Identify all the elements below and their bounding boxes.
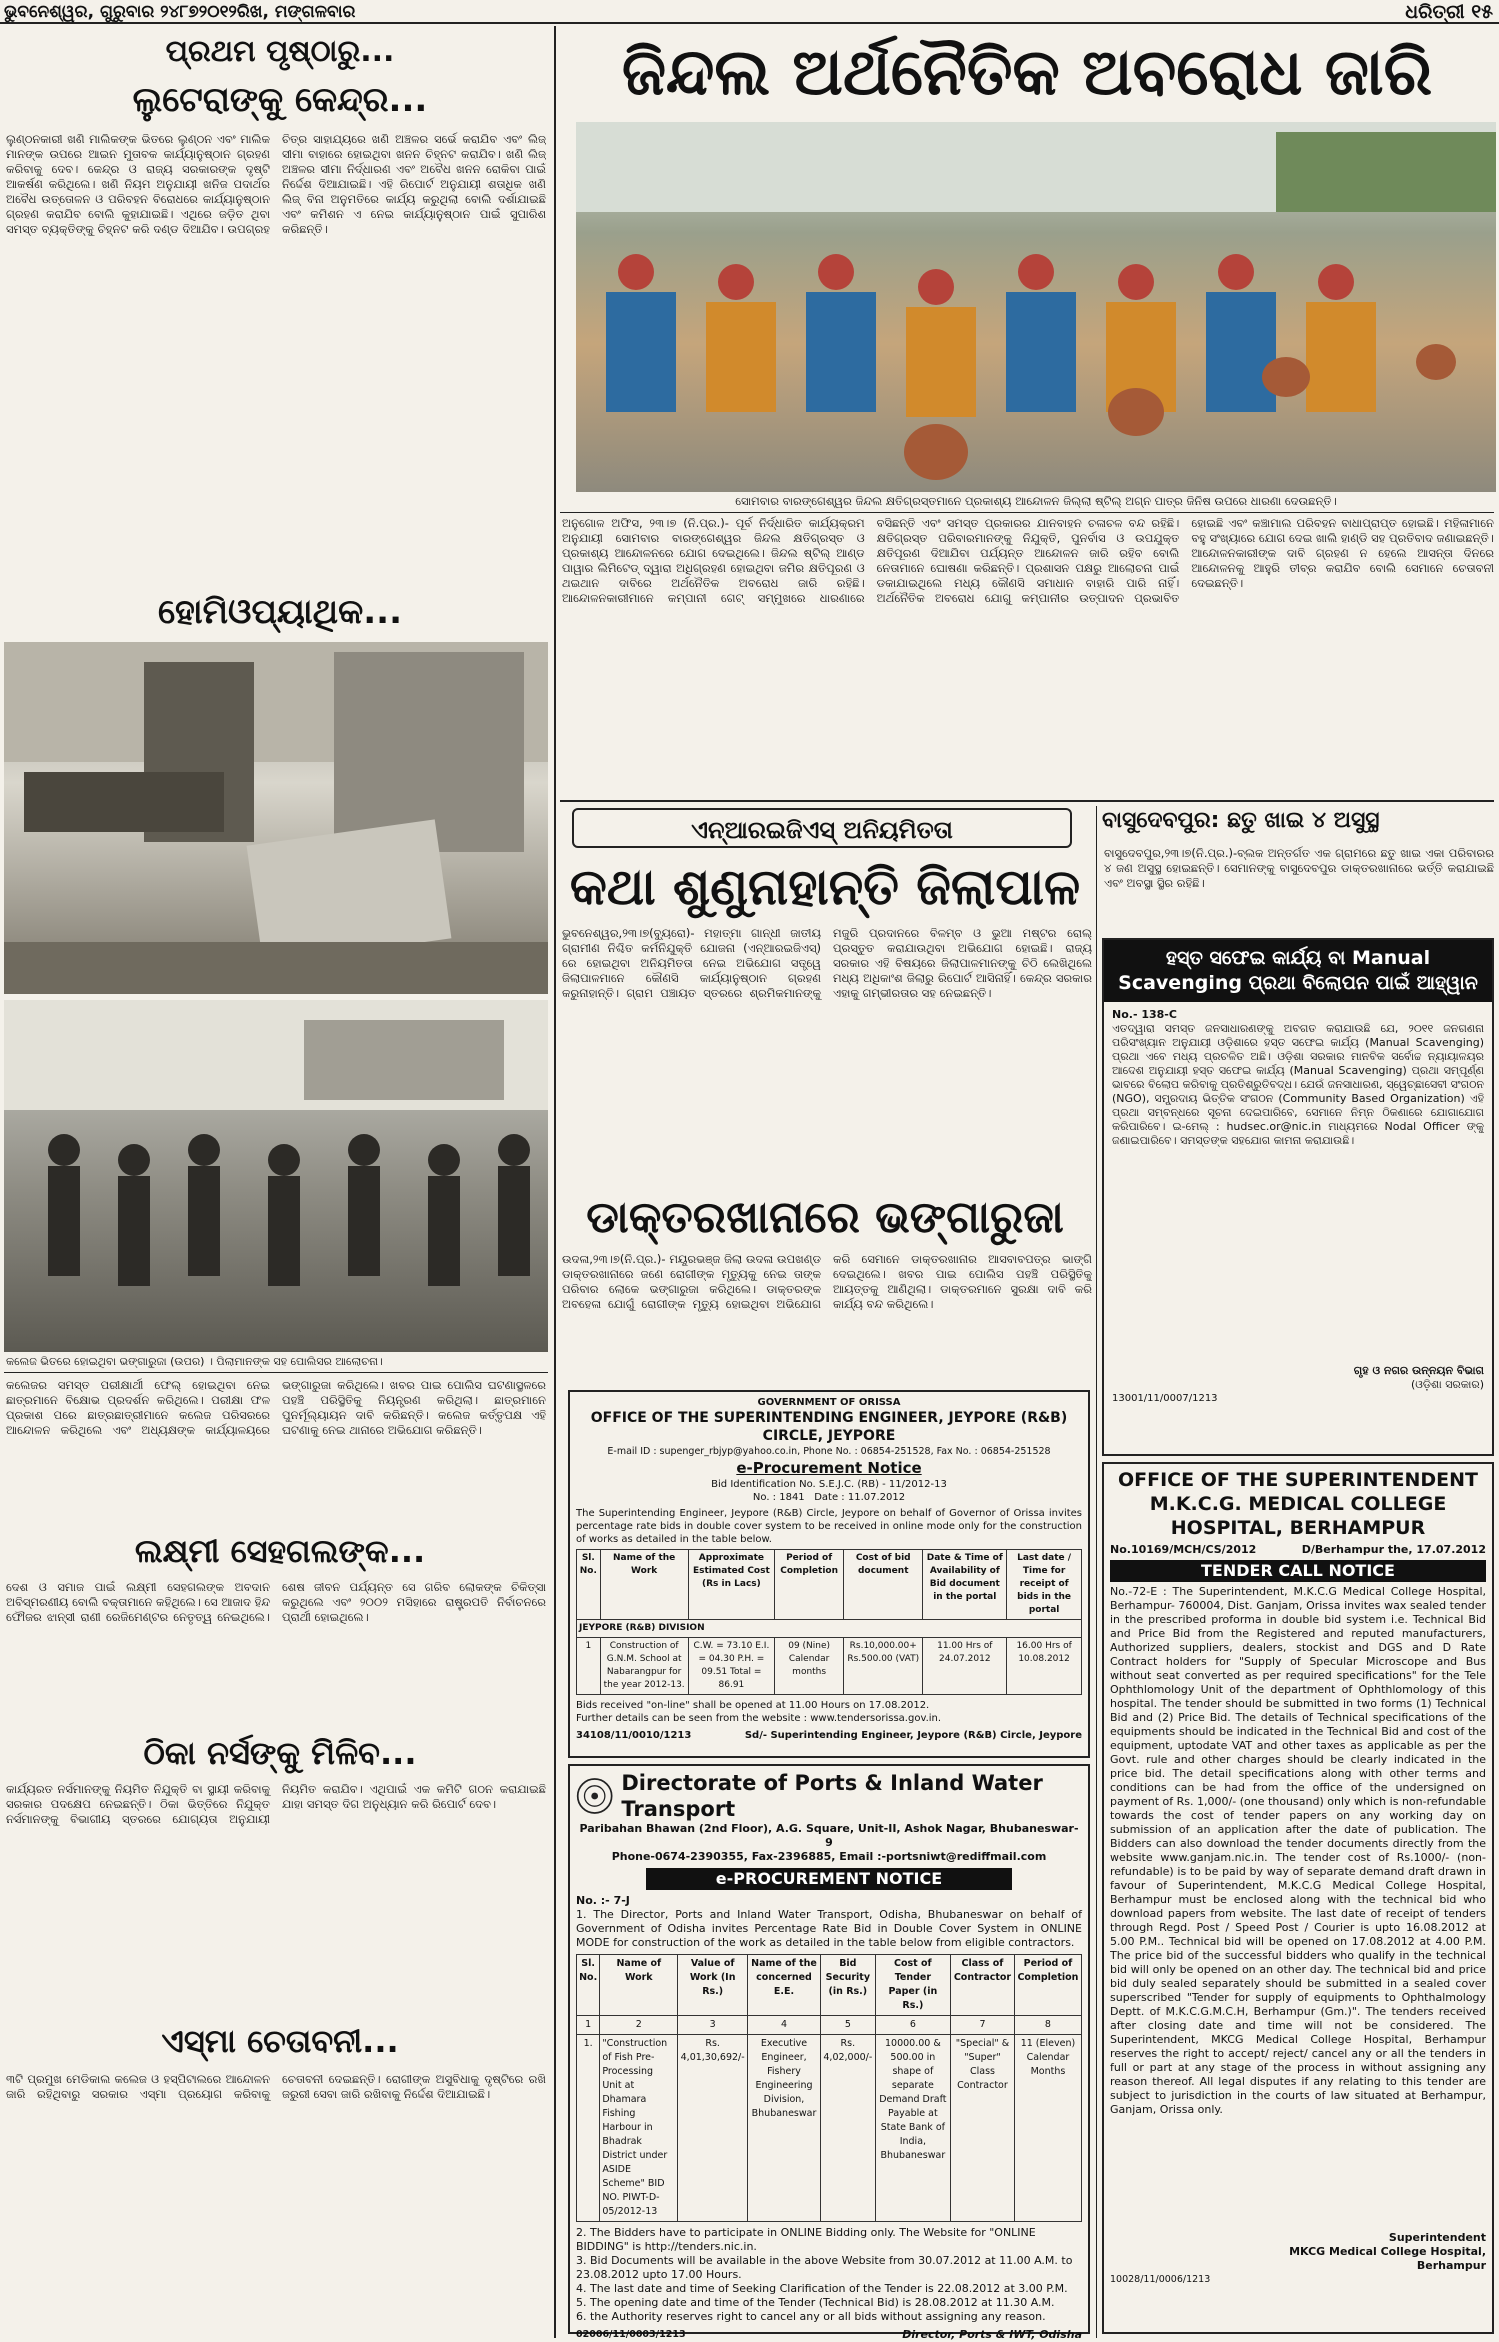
vasudevpur-body: ବାସୁଦେବପୁର,୨୩।୭(ନି.ପ୍ର.)-ବ୍ଲକ ଅନ୍ତର୍ଗତ ଏକ ଗ୍ରାମରେ ଛତୁ ଖାଇ ଏକା ପରିବାରର ୪ ଜଣ ଅସୁସ୍ଥ ହୋଇଛନ୍ତି। ସେମାନଙ୍କୁ ବାସୁଦେବପୁର ଡାକ୍ତରଖାନାରେ ଭର୍ତ୍ତି କରାଯାଇଛି ଏବଂ ଅବସ୍ଥା ସ୍ଥିର ରହିଛି। — [1104, 846, 1494, 890]
nrega-body: ଭୁବନେଶ୍ୱର,୨୩।୭(ବ୍ୟୁରୋ)- ମହାତ୍ମା ଗାନ୍ଧୀ ଜାତୀୟ ଗ୍ରାମୀଣ ନିଶ୍ଚିତ କର୍ମନିଯୁକ୍ତି ଯୋଜନା (ଏନ୍ଆରଇଜିଏସ୍) ରେ ହୋଇଥିବା ଅନିୟମିତତା ନେଇ ଅଭିଯୋଗ ସତ୍ତ୍ୱେ ଜିଲାପାଳମାନେ କୌଣସି କାର୍ଯ୍ୟାନୁଷ୍ଠାନ ଗ୍ରହଣ କରୁନାହାନ୍ତି। ଗ୍ରାମ ପଞ୍ଚାୟତ ସ୍ତରରେ ଶ୍ରମିକମାନଙ୍କୁ ମଜୁରି ପ୍ରଦାନରେ ବିଳମ୍ବ ଓ ଭୁଆ ମଷ୍ଟର ରୋଲ୍ ପ୍ରସ୍ତୁତ କରାଯାଉଥିବା ଅଭିଯୋଗ ହୋଇଛି। ରାଜ୍ୟ ସରକାର ଏହି ବିଷୟରେ ଜିଲାପାଳମାନଙ୍କୁ ଚିଠି ଲେଖିଥିଲେ ମଧ୍ୟ ଅଧିକାଂଶ ଜିଲାରୁ ରିପୋର୍ଟ ଆସିନାହିଁ। କେନ୍ଦ୍ର ସରକାର ଏହାକୁ ଗମ୍ଭୀରତାର ସହ ନେଇଛନ୍ତି। — [562, 926, 1092, 1000]
mkcg-number: No.10169/MCH/CS/2012 — [1110, 1543, 1257, 1556]
office-illustration — [4, 642, 548, 994]
lead-body: ଅନୁଗୋଳ ଅଫିସ, ୨୩।୭ (ନି.ପ୍ର.)- ପୂର୍ବ ନିର୍ଦ୍ଧାରିତ କାର୍ଯ୍ୟକ୍ରମ ଅନୁଯାୟୀ ସୋମବାର ବାରଙ୍ଗେଶ୍ୱର ଜିନ୍ଦଲ କ୍ଷତିଗ୍ରସ୍ତ ଓ ପ୍ରକାଶ୍ୟ ଆନ୍ଦୋଳନରେ ଯୋଗ ଦେଇଥିଲେ। ଜିନ୍ଦଲ ଷ୍ଟିଲ୍ ଆଣ୍ଡ ପାୱାର ଲିମିଟେଡ୍ ଦ୍ୱାରା ଅଧିଗ୍ରହଣ ହୋଇଥିବା ଜମିର କ୍ଷତିପୂରଣ ଓ ଥଇଥାନ ଦାବିରେ ଅର୍ଥନୈତିକ ଅବରୋଧ ଜାରି ରହିଛି। ଆନ୍ଦୋଳନକାରୀମାନେ କମ୍ପାନୀ ଗେଟ୍ ସମ୍ମୁଖରେ ଧାରଣାରେ ବସିଛନ୍ତି ଏବଂ ସମସ୍ତ ପ୍ରକାରର ଯାନବାହନ ଚଳାଚଳ ବନ୍ଦ ରହିଛି। କ୍ଷତିଗ୍ରସ୍ତ ପରିବାରମାନଙ୍କୁ ନିଯୁକ୍ତି, ପୁନର୍ବାସ ଓ ଉପଯୁକ୍ତ କ୍ଷତିପୂରଣ ଦିଆଯିବା ପର୍ଯ୍ୟନ୍ତ ଆନ୍ଦୋଳନ ଜାରି ରହିବ ବୋଲି ନେତାମାନେ ଘୋଷଣା କରିଛନ୍ତି। ପ୍ରଶାସନ ପକ୍ଷରୁ ଆଲୋଚନା ପାଇଁ ଡକାଯାଇଥିଲେ ମଧ୍ୟ କୌଣସି ସମାଧାନ ବାହାରି ପାରି ନାହିଁ। ଅର୍ଥନୈତିକ ଅବରୋଧ ଯୋଗୁ କମ୍ପାନୀର ଉତ୍ପାଦନ ପ୍ରଭାବିତ ହୋଇଛି ଏବଂ କଞ୍ଚାମାଲ ପରିବହନ ବାଧାପ୍ରାପ୍ତ ହୋଇଛି। ମହିଳାମାନେ ବହୁ ସଂଖ୍ୟାରେ ଯୋଗ ଦେଇ ଖାଲି ହାଣ୍ଡି ସହ ପ୍ରତିବାଦ ଜଣାଇଛନ୍ତି। ଆନ୍ଦୋଳନକାରୀଙ୍କ ଦାବି ଗ୍ରହଣ ନ ହେଲେ ଆସନ୍ତା ଦିନରେ ଆନ୍ଦୋଳନକୁ ଆହୁରି ତୀବ୍ର କରାଯିବ ବୋଲି ସେମାନେ ଚେତାବନୀ ଦେଇଛନ୍ତି। — [562, 516, 1494, 605]
divider — [560, 512, 1494, 513]
ports-tender-table — [576, 1954, 1082, 2222]
col-header: Date & Time of Availability of Bid document in the portal — [923, 1550, 1007, 1620]
table-cell: Executive Engineer, Fishery Engineering Division, Bhubaneswar — [748, 2035, 821, 2222]
story-title-looters: ଲୁଟେରାଙ୍କୁ କେନ୍ଦ୍ର... — [132, 80, 428, 120]
ports-number: No. :- 7-J — [576, 1894, 630, 1907]
dateline: ଭୁବନେଶ୍ୱର, ଗୁରୁବାର ୨୪୮୭୨୦୧୨ରିଖ, ମଙ୍ଗଳବାର — [4, 2, 356, 22]
col-number: 6 — [875, 2016, 950, 2035]
odisha-emblem-icon — [576, 1774, 613, 1818]
scavenging-ad-number: No.- 138-C — [1112, 1008, 1177, 1021]
se-code: 34108/11/0010/1213 — [576, 1730, 692, 1741]
table-cell: 11 (Eleven) Calendar Months — [1014, 2035, 1081, 2222]
hospital-headline: ଡାକ୍ତରଖାନାରେ ଭଙ୍ଗାରୁଜା — [586, 1192, 1064, 1243]
col-number: 4 — [748, 2016, 821, 2035]
col-header: Cost of Tender Paper (in Rs.) — [875, 1955, 950, 2016]
table-cell: "Construction of Fish Pre-Processing Unit at Dhamara Fishing Harbour in Bhadrak District under ASIDE Scheme" BID NO. PIWT-D-05/2012-13 — [600, 2035, 678, 2222]
table-cell: 16.00 Hrs of 10.08.2012 — [1007, 1638, 1082, 1695]
scavenging-ad-title: ହସ୍ତ ସଫେଇ କାର୍ଯ୍ୟ ବା Manual Scavenging ପ୍ରଥା ବିଲୋପନ ପାଇଁ ଆହ୍ୱାନ — [1104, 940, 1492, 1002]
column-divider — [554, 26, 556, 2338]
col-header: Cost of bid document — [844, 1550, 923, 1620]
se-jeypore-ad — [568, 1390, 1090, 1758]
scavenging-ad — [1102, 938, 1494, 1456]
col-number: 5 — [820, 2016, 875, 2035]
story-body-lakshmi: ଦେଶ ଓ ସମାଜ ପାଇଁ ଲକ୍ଷ୍ମୀ ସେହଗଲଙ୍କ ଅବଦାନ ଅବିସ୍ମରଣୀୟ ବୋଲି ବକ୍ତାମାନେ କହିଥିଲେ। ସେ ଆଜାଦ ହିନ୍ଦ ଫୌଜର ଝାନ୍ସୀ ରାଣୀ ରେଜିମେଣ୍ଟର ନେତୃତ୍ୱ ନେଇଥିଲେ। ଶେଷ ଜୀବନ ପର୍ଯ୍ୟନ୍ତ ସେ ଗରିବ ଲୋକଙ୍କ ଚିକିତ୍ସା କରୁଥିଲେ ଏବଂ ୨୦୦୨ ମସିହାରେ ରାଷ୍ଟ୍ରପତି ନିର୍ବାଚନରେ ପ୍ରାର୍ଥୀ ହୋଇଥିଲେ। — [6, 1580, 546, 1624]
ports-para-6: 6. the Authority reserves right to cancel any or all bids without assigning any reason. — [576, 2310, 1046, 2323]
col-header: Name of Work — [600, 1955, 678, 2016]
col-header: Name of the concerned E.E. — [748, 1955, 821, 2016]
se-note-1: Bids received "on-line" shall be opened at 11.00 Hours on 17.08.2012. — [576, 1700, 930, 1711]
col-header: Class of Contractor — [951, 1955, 1015, 2016]
col-number: 1 — [577, 2016, 600, 2035]
page-brand: ଧରିତ୍ରୀ ୧୫ — [1405, 1, 1493, 23]
col-number: 8 — [1014, 2016, 1081, 2035]
col-header: Period of Completion — [775, 1550, 844, 1620]
hospital-body: ଉଦଳା,୨୩।୭(ନି.ପ୍ର.)- ମୟୂରଭଞ୍ଜ ଜିଲା ଉଦଳା ଉପଖଣ୍ଡ ଡାକ୍ତରଖାନାରେ ଜଣେ ରୋଗୀଙ୍କ ମୃତ୍ୟୁକୁ ନେଇ ତାଙ୍କ ପରିବାର ଲୋକେ ଭଙ୍ଗାରୁଜା କରିଥିଲେ। ଡାକ୍ତରଙ୍କ ଅବହେଳା ଯୋଗୁଁ ରୋଗୀଙ୍କ ମୃତ୍ୟୁ ହୋଇଥିବା ଅଭିଯୋଗ କରି ସେମାନେ ଡାକ୍ତରଖାନାର ଆସବାବପତ୍ର ଭାଙ୍ଗି ଦେଇଥିଲେ। ଖବର ପାଇ ପୋଲିସ ପହଞ୍ଚି ପରିସ୍ଥିତିକୁ ଆୟତ୍ତକୁ ଆଣିଥିଲା। ଡାକ୍ତରମାନେ ସୁରକ୍ଷା ଦାବି କରି କାର୍ଯ୍ୟ ବନ୍ଦ କରିଥିଲେ। — [562, 1252, 1092, 1311]
scavenging-ad-code: 13001/11/0007/1213 — [1112, 1393, 1218, 1404]
vasudevpur-headline: ବାସୁଦେବପୁର: ଛତୁ ଖାଇ ୪ ଅସୁସ୍ଥ — [1102, 808, 1380, 833]
nrega-headline: କଥା ଶୁଣୁନାହାନ୍ତି ଜିଲାପାଳ — [569, 858, 1081, 916]
se-contact: E-mail ID : supenger_rbjyp@yahoo.co.in, Phone No. : 06854-251528, Fax No. : 06854-251528 — [607, 1446, 1051, 1457]
table-cell: 09 (Nine) Calendar months — [775, 1638, 844, 1695]
story-body-homeopathic: କଲେଜର ସମସ୍ତ ପରୀକ୍ଷାର୍ଥୀ ଫେଲ୍ ହୋଇଥିବା ନେଇ ଛାତ୍ରମାନେ ବିକ୍ଷୋଭ ପ୍ରଦର୍ଶନ କରିଥିଲେ। ପରୀକ୍ଷା ଫଳ ପ୍ରକାଶ ପରେ ଛାତ୍ରଛାତ୍ରୀମାନେ କଲେଜ ପରିସରରେ ଆନ୍ଦୋଳନ କରିଥିଲେ ଏବଂ ଅଧ୍ୟକ୍ଷଙ୍କ କାର୍ଯ୍ୟାଳୟରେ ଭଙ୍ଗାରୁଜା କରିଥିଲେ। ଖବର ପାଇ ପୋଲିସ ଘଟଣାସ୍ଥଳରେ ପହଞ୍ଚି ପରିସ୍ଥିତିକୁ ନିୟନ୍ତ୍ରଣ କରିଥିଲା। ଛାତ୍ରମାନେ ପୁନର୍ମୂଲ୍ୟାୟନ ଦାବି କରିଛନ୍ତି। କଲେଜ କର୍ତ୍ତୃପକ୍ଷ ଏହି ଘଟଣାକୁ ନେଇ ଥାନାରେ ଅଭିଯୋଗ କରିଛନ୍ତି। — [6, 1378, 546, 1437]
col-header: Sl. No. — [577, 1955, 600, 2016]
col-header: Approximate Estimated Cost (Rs in Lacs) — [688, 1550, 775, 1620]
table-cell: C.W. = 73.10 E.I. = 04.30 P.H. = 09.51 Total = 86.91 — [688, 1638, 775, 1695]
story-title-esma: ଏସ୍ମା ଚେତାବନୀ... — [161, 2022, 399, 2060]
story-title-lakshmi: ଲକ୍ଷ୍ମୀ ସେହଗଲଙ୍କ... — [134, 1532, 426, 1570]
se-gov: GOVERNMENT OF ORISSA — [757, 1397, 901, 1408]
se-intro: The Superintending Engineer, Jeypore (R&B) Circle, Jeypore on behalf of Governor of Orissa invites percentage rate bids in double cover system to be received in online mode only for the construction of works as detailed in the table below. — [576, 1508, 1082, 1545]
ports-title: Directorate of Ports & Inland Water Transport — [621, 1771, 1043, 1821]
ports-para-1: 1. The Director, Ports and Inland Water Transport, Odisha, Bhubaneswar on behalf of Government of Odisha invites Percentage Rate Bid in Double Cover System in ONLINE MODE for construction of the work as detailed in the table below from eligible contractors. — [576, 1908, 1082, 1949]
divider — [560, 800, 1494, 802]
photo-protest-women — [576, 122, 1496, 492]
table-row — [577, 2035, 1082, 2222]
mkcg-title: OFFICE OF THE SUPERINTENDENT M.K.C.G. MEDICAL COLLEGE HOSPITAL, BERHAMPUR — [1118, 1469, 1478, 1539]
ports-notice: e-PROCUREMENT NOTICE — [646, 1868, 1012, 1890]
table-row — [577, 1638, 1082, 1695]
mkcg-date: D/Berhampur the, 17.07.2012 — [1301, 1543, 1486, 1556]
ports-para-4: 4. The last date and time of Seeking Clarification of the Tender is 22.08.2012 at 3.00 P.M. — [576, 2282, 1068, 2295]
story-body-esma: ୩ଟି ପ୍ରମୁଖ ମେଡିକାଲ କଲେଜ ଓ ହସ୍ପିଟାଲରେ ଆନ୍ଦୋଳନ ଜାରି ରହିଥିବାରୁ ସରକାର ଏସ୍ମା ପ୍ରୟୋଗ କରିବାକୁ ଚେତାବନୀ ଦେଇଛନ୍ତି। ରୋଗୀଙ୍କ ଅସୁବିଧାକୁ ଦୃଷ୍ଟିରେ ରଖି ଜରୁରୀ ସେବା ଜାରି ରଖିବାକୁ ନିର୍ଦ୍ଦେଶ ଦିଆଯାଇଛି। — [6, 2072, 546, 2101]
ports-para-2: 2. The Bidders have to participate in ONLINE Bidding only. The Website for "ONLINE BIDDING" is http://tenders.nic.in. — [576, 2226, 1036, 2253]
lead-headline: ଜିନ୍ଦଲ ଅର୍ଥନୈତିକ ଅବରୋଧ ଜାରି — [621, 36, 1433, 110]
se-date: Date : 11.07.2012 — [814, 1492, 906, 1503]
page-header — [0, 0, 1499, 24]
table-cell: Rs.10,000.00+ Rs.500.00 (VAT) — [844, 1638, 923, 1695]
scavenging-ad-gov: (ଓଡ଼ିଶା ସରକାର) — [1411, 1378, 1484, 1391]
col-header: Period of Completion — [1014, 1955, 1081, 2016]
column-divider — [1096, 806, 1097, 2338]
mkcg-body: No.-72-E : The Superintendent, M.K.C.G Medical College Hospital, Berhampur- 760004, Dist. Ganjam, Orissa invites wax sealed tender in the prescribed proforma in double bid system i.e. Technical Bid and Price Bid from the Registered and reputed manufacturers, Authorized suppliers, dealers, stockist and DGS and D Rate Contract holders for "Supply of Specular Microscope and Bus without seat converted as per required specifications" for the Tele Ophthlomology Unit of the department of Ophthlomology of this hospital. The tender should be submitted in two forms (1) Technical Bid and (2) Price Bid. The details of Technical specifications of the equipments should be indicated in the Technical Bid and cost of the equipment, uptodate VAT and other taxes as applicable as per the Govt. rule and other charges should be clearly indicated in the price bid. The detail specifications along with other terms and conditions can be had from the office of the undersigned on payment of Rs. 1,000/- (one thousand) only which is non-refundable towards the cost of tender papers on any working day on submission of an application after the date of publication. The Bidders can also download the tender documents directly from the website www.ganjam.nic.in. The tender cost of Rs.1000/- (non-refundable) is to be paid by way of separate demand draft drawn in favour of Superintendent, M.K.C.G Medical College Hospital, Berhampur must be enclosed along with the technical bid who download papers from website. The last date of receipt of tenders through Regd. Post / Speed Post / Courier is upto 16.08.2012 at 5.00 P.M.. Technical bid will be opened on 17.08.2012 at 4.00 P.M. The price bid of the successful bidders who qualify in the technical bid will only be opened on an other day. The technical bid and price bid duly sealed separately should be submitted in a sealed cover superscribed "Tender for supply of equipments to Ophthalmology Deptt. of M.K.C.G.M.C.H, Berhampur (Gm.)". The tenders received after closing date and time will not be considered. The Superintendent, MKCG Medical College Hospital, Berhampur reserves the right to accept/ reject/ cancel any or all the tenders in full or part at any stage of the process in without assigning any reason thereof. All legal disputes if any relating to this tender are subject to jurisdiction in the courts of law situated at Berhampur, Ganjam, Orissa only. — [1110, 1585, 1486, 2116]
scavenging-ad-body: ଏତଦ୍ୱାରା ସମସ୍ତ ଜନସାଧାରଣଙ୍କୁ ଅବଗତ କରାଯାଉଛି ଯେ, ୨୦୧୧ ଜନଗଣନା ପରିସଂଖ୍ୟାନ ଅନୁଯାୟୀ ଓଡ଼ିଶାରେ ହସ୍ତ ସଫେଇ କାର୍ଯ୍ୟ (Manual Scavenging) ପ୍ରଥା ଏବେ ମଧ୍ୟ ପ୍ରଚଳିତ ଅଛି। ଓଡ଼ିଶା ସରକାର ମାନବିକ ସର୍ବୋଚ୍ଚ ନ୍ୟାୟାଳୟର ଆଦେଶ ଅନୁଯାୟୀ ହସ୍ତ ସଫେଇ କାର୍ଯ୍ୟ (Manual Scavenging) ପ୍ରଥା ସମ୍ପୂର୍ଣ୍ଣ ଭାବରେ ବିଲୋପ କରିବାକୁ ପ୍ରତିଶ୍ରୁତିବଦ୍ଧ। ଯେଉଁ ଜନସାଧାରଣ, ସ୍ୱେଚ୍ଛାସେବୀ ସଂଗଠନ (NGO), ସମ୍ପ୍ରଦାୟ ଭିତ୍ତିକ ସଂଗଠନ (Community Based Organization) ଏହି ପ୍ରଥା ସମ୍ବନ୍ଧରେ ସୂଚନା ଦେଇପାରିବେ, ସେମାନେ ନିମ୍ନ ଠିକଣାରେ ଯୋଗାଯୋଗ କରିପାରିବେ। ଇ-ମେଲ୍ : hudsec.or@nic.in ମାଧ୍ୟମରେ Nodal Officer ଙ୍କୁ ଜଣାଇପାରିବେ। ସମସ୍ତଙ୍କ ସହଯୋଗ କାମନା କରାଯାଉଛି। — [1112, 1022, 1484, 1147]
ports-address: Paribahan Bhawan (2nd Floor), A.G. Square, Unit-II, Ashok Nagar, Bhubaneswar-9 — [579, 1822, 1079, 1849]
table-cell: Construction of G.N.M. School at Nabarangpur for the year 2012-13. — [600, 1638, 688, 1695]
nrega-kicker: ଏନ୍ଆରଇଜିଏସ୍ ଅନିୟମିତତା — [572, 808, 1072, 848]
photo-caption-homeopathic: କଲେଜ ଭିତରେ ହୋଇଥିବା ଭଙ୍ଗାରୁଜା (ଉପର) । ପିଲାମାନଙ୍କ ସହ ପୋଲିସର ଆଲୋଚନା। — [6, 1355, 383, 1368]
mkcg-sign-1: Superintendent — [1388, 2231, 1486, 2244]
table-cell: "Special" & "Super" Class Contractor — [951, 2035, 1015, 2222]
se-office: OFFICE OF THE SUPERINTENDING ENGINEER, JEYPORE (R&B) CIRCLE, JEYPORE — [590, 1410, 1068, 1444]
col-header: Value of Work (In Rs.) — [678, 1955, 748, 2016]
photo-police-students — [4, 1000, 548, 1352]
se-tender-table — [576, 1549, 1082, 1695]
ports-phone: Phone-0674-2390355, Fax-2396885, Email :-portsniwt@rediffmail.com — [611, 1850, 1047, 1863]
col-header: Last date / Time for receipt of bids in the portal — [1007, 1550, 1082, 1620]
se-note-2: Further details can be seen from the website : www.tendersorissa.gov.in. — [576, 1713, 942, 1724]
se-number: No. : 1841 — [752, 1492, 805, 1503]
table-cell: 11.00 Hrs of 24.07.2012 — [923, 1638, 1007, 1695]
mkcg-code: 10028/11/0006/1213 — [1110, 2274, 1211, 2285]
story-title-nurses: ଠିକା ନର୍ସଙ୍କୁ ମିଳିବ... — [143, 1734, 417, 1772]
se-bid-id: Bid Identification No. S.E.J.C. (RB) - 11/2012-13 — [711, 1479, 947, 1490]
scavenging-ad-sign: ଗୃହ ଓ ନଗର ଉନ୍ନୟନ ବିଭାଗ — [1353, 1364, 1484, 1377]
ports-ad — [568, 1764, 1090, 2341]
photo-vandalised-office — [4, 642, 548, 994]
se-notice: e-Procurement Notice — [736, 1459, 922, 1477]
se-sign: Sd/- Superintending Engineer, Jeypore (R&B) Circle, Jeypore — [744, 1730, 1082, 1741]
table-cell: 1 — [577, 1638, 601, 1695]
col-header: Bid Security (in Rs.) — [820, 1955, 875, 2016]
table-cell: 1. — [577, 2035, 600, 2222]
mkcg-sign-2: MKCG Medical College Hospital, — [1289, 2245, 1486, 2258]
ports-para-3: 3. Bid Documents will be available in the above Website from 30.07.2012 at 11.00 A.M. to 23.08.2012 upto 17.00 Hours. — [576, 2254, 1073, 2281]
divider — [4, 1372, 548, 1373]
col-number: 7 — [951, 2016, 1015, 2035]
col-number: 2 — [600, 2016, 678, 2035]
lead-photo-caption: ସୋମବାର ବାରଙ୍ଗେଶ୍ୱର ଜିନ୍ଦଲ କ୍ଷତିଗ୍ରସ୍ତମାନେ ପ୍ରକାଶ୍ୟ ଆନ୍ଦୋଳନ ଜିଲ୍ଲା ଷ୍ଟିଲ୍ ଅଗ୍ନ ପାତ୍ର ଜିନିଷ ଉପରେ ଧାରଣା ଦେଉଛନ୍ତି। — [735, 494, 1337, 508]
mkcg-ad — [1102, 1462, 1494, 2334]
protest-illustration — [576, 122, 1496, 492]
ports-sign: Director, Ports & IWT, Odisha — [902, 2328, 1082, 2341]
col-header: Name of the Work — [600, 1550, 688, 1620]
ports-code: 02006/11/0003/1213 — [576, 2329, 686, 2340]
se-division: JEYPORE (R&B) DIVISION — [577, 1620, 1082, 1638]
story-body-nurses: କାର୍ଯ୍ୟରତ ନର୍ସମାନଙ୍କୁ ନିୟମିତ ନିଯୁକ୍ତି ବା ସ୍ଥାୟୀ କରିବାକୁ ସରକାର ପଦକ୍ଷେପ ନେଇଛନ୍ତି। ଠିକା ଭିତ୍ତିରେ ନିଯୁକ୍ତ ନର୍ସମାନଙ୍କୁ ବିଭାଗୀୟ ସ୍ତରରେ ଯୋଗ୍ୟତା ଅନୁଯାୟୀ ନିୟମିତ କରାଯିବ। ଏଥିପାଇଁ ଏକ କମିଟି ଗଠନ କରାଯାଇଛି ଯାହା ସମସ୍ତ ଦିଗ ଅନୁଧ୍ୟାନ କରି ରିପୋର୍ଟ ଦେବ। — [6, 1782, 546, 1826]
col-header: Sl. No. — [577, 1550, 601, 1620]
mkcg-notice: TENDER CALL NOTICE — [1110, 1560, 1486, 1582]
crowd-illustration — [4, 1000, 548, 1352]
story-body-looters: ଲୁଣ୍ଠନକାରୀ ଖଣି ମାଲିକଙ୍କ ଭିତରେ ଲୁଣ୍ଠନ ଏବଂ ମାଲିକ ମାନଙ୍କ ଉପରେ ଆଇନ ମୁତାବକ କାର୍ଯ୍ୟାନୁଷ୍ଠାନ ଗ୍ରହଣ କରିବାକୁ ଦେବ। କେନ୍ଦ୍ର ଓ ରାଜ୍ୟ ସରକାରଙ୍କ ଦୃଷ୍ଟି ଆକର୍ଷଣ କରିଥିଲେ। ଖଣି ନିୟମ ଅନୁଯାୟୀ ଖନିଜ ପଦାର୍ଥର ଅବୈଧ ଉତ୍ତୋଳନ ଓ ପରିବହନ ବିରୋଧରେ କାର୍ଯ୍ୟାନୁଷ୍ଠାନ ଗ୍ରହଣ କରାଯିବ ବୋଲି କୁହାଯାଇଛି। ଏଥିରେ ଜଡ଼ିତ ଥିବା ସମସ୍ତ ବ୍ୟକ୍ତିଙ୍କୁ ଚିହ୍ନଟ କରି ଦଣ୍ଡ ଦିଆଯିବ। ଉପଗ୍ରହ ଚିତ୍ର ସାହାଯ୍ୟରେ ଖଣି ଅଞ୍ଚଳର ସର୍ଭେ କରାଯିବ ଏବଂ ଲିଜ୍ ସୀମା ବାହାରେ ହୋଇଥିବା ଖନନ ଚିହ୍ନଟ କରାଯିବ। ଖଣି ଲିଜ୍ ଅଞ୍ଚଳର ସୀମା ନିର୍ଦ୍ଧାରଣ ଏବଂ ଅବୈଧ ଖନନ ରୋକିବା ପାଇଁ ନିର୍ଦ୍ଦେଶ ଦିଆଯାଇଛି। ଏହି ରିପୋର୍ଟ ଅନୁଯାୟୀ ଶତାଧିକ ଖଣି ଲିଜ୍ ବିନା ଅନୁମତିରେ କାର୍ଯ୍ୟ କରୁଥିଲା ବୋଲି ଦର୍ଶାଯାଇଛି ଏବଂ କମିଶନ ଏ ନେଇ କାର୍ଯ୍ୟାନୁଷ୍ଠାନ ପାଇଁ ସୁପାରିଶ କରିଛନ୍ତି। — [6, 132, 546, 236]
mkcg-sign-3: Berhampur — [1416, 2259, 1486, 2272]
table-cell: 10000.00 & 500.00 in shape of separate Demand Draft Payable at State Bank of India, Bhubaneswar — [875, 2035, 950, 2222]
story-title-homeopathic: ହୋମିଓପ୍ୟାଥିକ... — [157, 592, 402, 632]
table-cell: Rs. 4,02,000/- — [820, 2035, 875, 2222]
ports-para-5: 5. The opening date and time of the Tender (Technical Bid) is 28.08.2012 at 11.30 A.M. — [576, 2296, 1055, 2309]
col-number: 3 — [678, 2016, 748, 2035]
kicker-heading: ପ୍ରଥମ ପୃଷ୍ଠାରୁ... — [165, 34, 395, 69]
table-cell: Rs. 4,01,30,692/- — [678, 2035, 748, 2222]
